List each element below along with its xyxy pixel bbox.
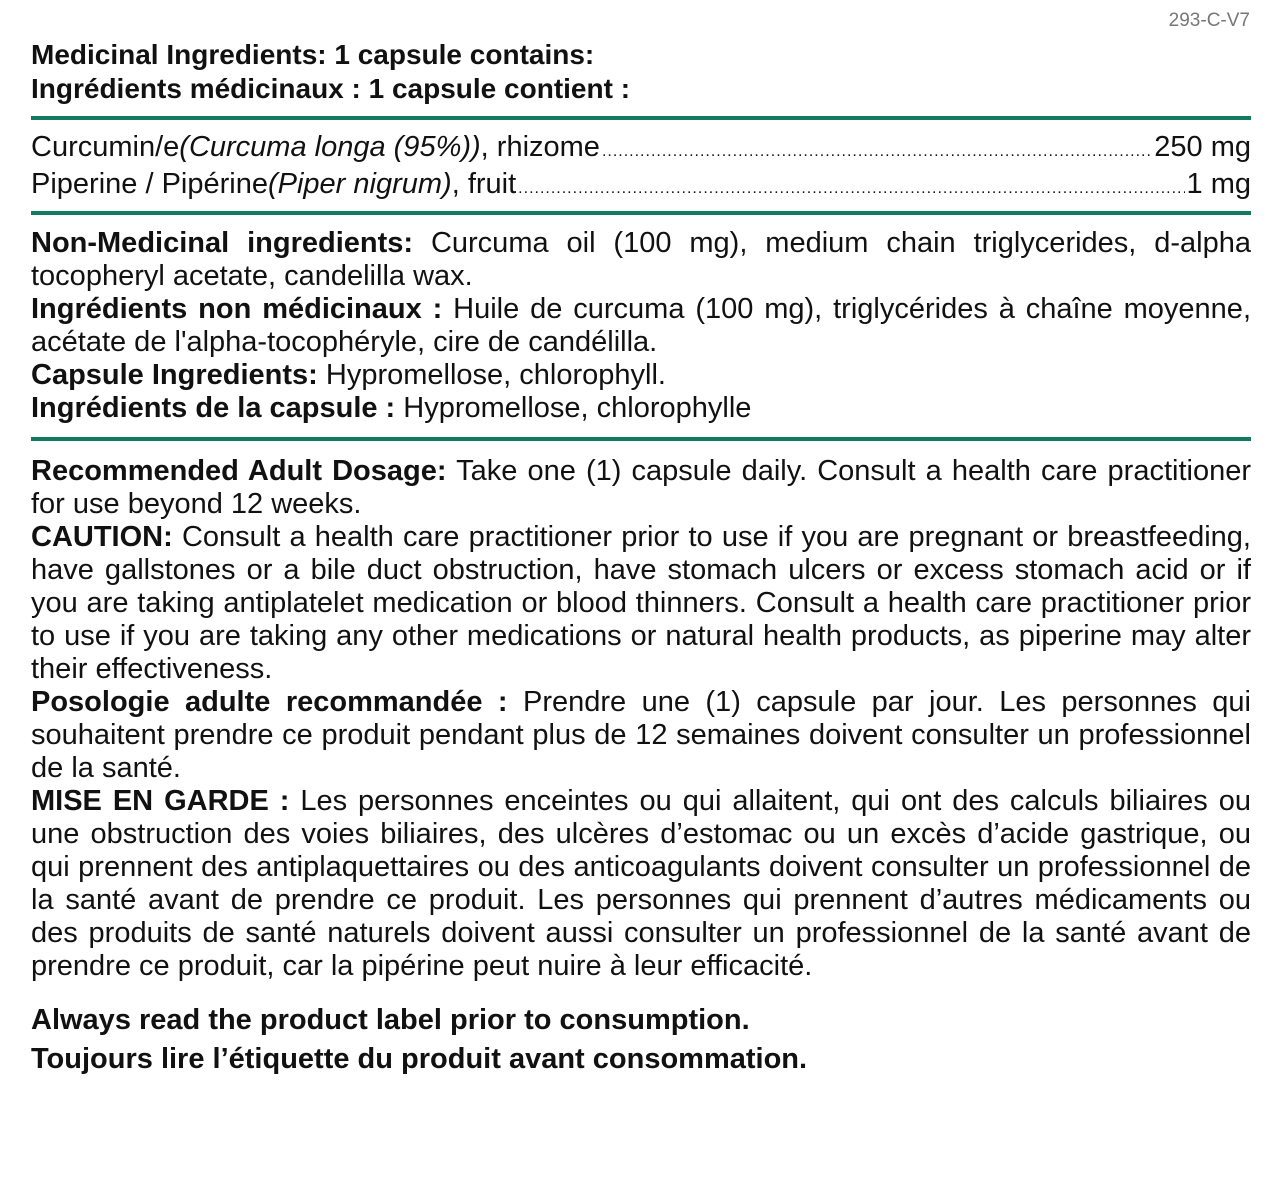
footer-note [31,1001,1251,1079]
non-medicinal-label-en: Non-Medicinal ingredients: [31,227,414,259]
caution-label: CAUTION: [31,521,173,553]
dosage-text-fr: Prendre une (1) capsule par jour. Les personnes qui souhaitent prendre ce produit pendant plus de 12 semaines doivent consulter un professionnel de la santé. [31,686,1251,784]
footer-en: Always read the product label prior to consumption. [31,1004,750,1036]
medicinal-list [31,131,1251,205]
leader-dots [518,168,1184,205]
dosage-section [31,455,1251,983]
dosage-label-en: Recommended Adult Dosage: [31,455,447,487]
ingredient-amount: 250 mg [1154,131,1251,163]
ingredient-row [31,168,1251,205]
mise-en-garde-text: Les personnes enceintes ou qui allaitent, qui ont des calculs biliaires ou une obstruction des voies biliaires, des ulcères d’estomac ou un excès d’acide gastrique, ou qui prennent des antiplaquettaires ou des anticoagulants doivent consulter un professionnel de la santé avant de prendre ce produit. Les personnes qui prennent d’autres médicaments ou des produits de santé naturels doivent aussi consulter un professionnel de la santé avant de prendre ce produit, car la pipérine peut nuire à leur efficacité. [31,785,1251,982]
divider [31,437,1251,441]
ingredient-row [31,131,1251,168]
ingredient-part: , fruit [451,168,517,200]
medicinal-heading-fr: Ingrédients médicinaux : 1 capsule contient : [31,73,631,104]
ingredient-amount: 1 mg [1186,168,1251,200]
dosage-text-en: Take one (1) capsule daily. Consult a health care practitioner for use beyond 12 weeks. [31,455,1251,520]
ingredient-part: , rhizome [480,131,600,163]
leader-dots [602,131,1152,168]
ingredient-name: Curcumin/e [31,131,180,163]
medicinal-heading [31,38,1251,106]
divider [31,116,1251,120]
label-code: 293-C-V7 [1168,10,1250,31]
capsule-label-en: Capsule Ingredients: [31,359,318,391]
ingredient-latin: (Piper nigrum) [267,168,452,200]
non-medicinal-section [31,227,1251,425]
ingredient-name: Piperine / Pipérine [31,168,268,200]
dosage-label-fr: Posologie adulte recommandée : [31,686,508,718]
mise-en-garde-label: MISE EN GARDE : [31,785,290,817]
medicinal-heading-en: Medicinal Ingredients: 1 capsule contains: [31,39,595,70]
footer-fr: Toujours lire l’étiquette du produit avant consommation. [31,1043,808,1075]
non-medicinal-text-fr: Huile de curcuma (100 mg), triglycérides à chaîne moyenne, acétate de l'alpha-tocophéryle, cire de candélilla. [31,293,1251,358]
capsule-text-en: Hypromellose, chlorophyll. [317,359,666,391]
caution-text: Consult a health care practitioner prior to use if you are pregnant or breastfeeding, have gallstones or a bile duct obstruction, have stomach ulcers or excess stomach acid or if you are taking antiplatelet medication or blood thinners. Consult a health care practitioner prior to use if you are taking any other medications or natural health products, as piperine may alter their effectiveness. [31,521,1251,685]
non-medicinal-text-en: Curcuma oil (100 mg), medium chain triglycerides, d-alpha tocopheryl acetate, candelilla wax. [31,227,1252,292]
capsule-label-fr: Ingrédients de la capsule : [31,392,396,424]
capsule-text-fr: Hypromellose, chlorophylle [395,392,752,424]
divider [31,211,1251,215]
non-medicinal-label-fr: Ingrédients non médicinaux : [31,293,443,325]
label-content [31,38,1251,1079]
ingredient-latin: (Curcuma longa (95%)) [179,131,481,163]
